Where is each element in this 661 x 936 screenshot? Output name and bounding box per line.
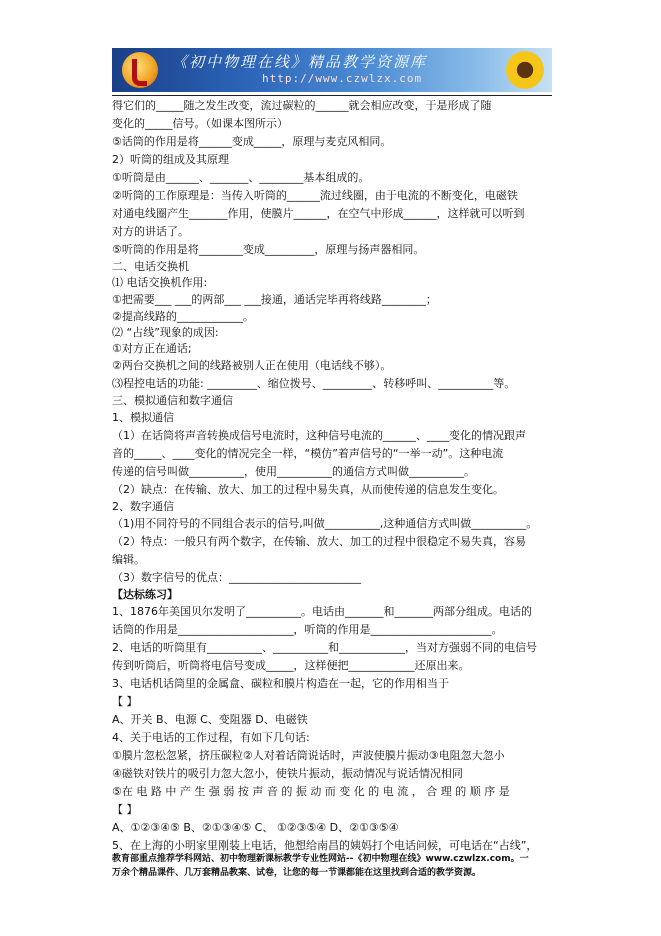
text-line: ⑤在 电 路 中 产 生 强 弱 按 声 音 的 振 动 而 变 化 的 电 流 ， 合 理 的 顺 序 是: [112, 785, 510, 798]
banner-url: http://www.czwlzx.com: [262, 72, 423, 85]
footer-line: 教育部重点推荐学科网站、初中物理新课标教学专业性网站--《初中物理在线》www.czwlzx.com。一: [112, 854, 529, 864]
answer-bracket: 【 】: [112, 695, 138, 708]
text-line: ①膜片忽松忽紧，挤压碳粒②人对着话筒说话时，声波使膜片振动③电阻忽大忽小: [112, 749, 505, 762]
text-line: ②听筒的工作原理是：当传入听筒的______流过线圈，由于电流的不断变化，电磁铁: [112, 189, 518, 202]
text-line: ⑵ “占线”现象的成因:: [112, 326, 219, 339]
text-line: 对方的讲话了。: [112, 225, 189, 238]
choice-options: A、开关 B、电源 C、变阻器 D、电磁铁: [112, 713, 308, 726]
text-line: 2）听筒的组成及其原理: [112, 153, 229, 166]
text-line: ②两台交换机之间的线路被别人正在使用（电话线不够）。: [112, 359, 392, 372]
text-line: 对通电线圈产生_______作用，使膜片______，在空气中形成______，这样就可以听到: [112, 207, 525, 220]
text-line: ②提高线路的____________。: [112, 310, 254, 323]
text-line: （2）特点：一般只有两个数字，在传输、放大、加工的过程中很稳定不易失真，容易: [112, 535, 526, 548]
text-line: 编辑。: [112, 553, 145, 566]
page-footer: [112, 852, 554, 880]
section-heading: 三、模拟通信和数字通信: [112, 394, 233, 407]
sunflower-icon: [506, 51, 544, 89]
text-line: 1、模拟通信: [112, 411, 174, 424]
text-line: 2、数字通信: [112, 500, 174, 513]
document-body: [112, 97, 554, 855]
text-line: （3）数字信号的优点：________________________: [112, 571, 361, 584]
footer-line: 万余个精品课件、几万套精品教案、试卷，让您的每一节课都能在这里找到合适的教学资源。: [112, 868, 482, 878]
header-divider: [112, 95, 552, 96]
text-line: 1、1876年美国贝尔发明了__________。电话由_______和_______两部分组成。电话的: [112, 605, 532, 618]
text-line: 4、关于电话的工作过程，有如下几句话:: [112, 731, 310, 744]
text-line: 得它们的_____随之发生改变，流过碳粒的______就会相应改变，于是形成了随: [112, 99, 492, 112]
header-banner: [112, 48, 552, 92]
text-line: ⑤听筒的作用是将________变成_________，原理与扬声器相同。: [112, 243, 425, 256]
text-line: 音的_____、____变化的情况完全一样，“模仿”着声信号的“一举一动”。这种电流: [112, 447, 504, 460]
text-line: 2、电话的听筒里有__________、__________和____________，当对方强弱不同的电信号: [112, 641, 537, 654]
text-line: ①把需要___ ___的两部___ ___接通，通话完毕再将线路________；: [112, 293, 437, 306]
text-line: （1）在话筒将声音转换成信号电流时，这种信号电流的______、____变化的情况跟声: [112, 429, 526, 442]
exercise-heading: 【达标练习】: [112, 588, 178, 601]
text-line: 5、在上海的小明家里刚装上电话，他想给南昌的姨妈打个电话问候，可电话在“占线”，: [112, 839, 538, 852]
text-line: 话筒的作用是_____________________，听筒的作用是______________________。: [112, 623, 503, 636]
site-logo-icon: [122, 52, 158, 88]
banner-title: 《初中物理在线》精品教学资源库: [172, 53, 428, 71]
text-line: ⑶程控电话的功能: _________、缩位拨号、_________、转移呼叫、__________等。: [112, 377, 516, 390]
text-line: ④磁铁对铁片的吸引力忽大忽小，使铁片振动，振动情况与说话情况相同: [112, 767, 463, 780]
text-line: （1)用不同符号的不同组合表示的信号,叫做__________,这种通信方式叫做__________。: [112, 517, 538, 530]
answer-bracket: 【 】: [112, 803, 138, 816]
text-line: 传到听筒后，听筒将电信号变成_____，这样便把____________还原出来。: [112, 659, 470, 672]
text-line: ①听筒是由______、_______、________基本组成的。: [112, 171, 370, 184]
section-heading: 二、电话交换机: [112, 260, 189, 273]
choice-options: A、①②③④⑤ B、②①③④⑤ C、 ①②③⑤④ D、②①③⑤④: [112, 821, 399, 834]
text-line: 3、电话机话筒里的金属盒、碳粒和膜片构造在一起，它的作用相当于: [112, 677, 449, 690]
text-line: （2）缺点：在传输、放大、加工的过程中易失真，从而使传递的信息发生变化。: [112, 483, 504, 496]
text-line: 变化的_____信号。（如课本图所示）: [112, 117, 288, 130]
text-line: ⑤话筒的作用是将______变成_____，原理与麦克风相同。: [112, 135, 392, 148]
text-line: ①对方正在通话;: [112, 342, 192, 355]
text-line: ⑴ 电话交换机作用:: [112, 276, 208, 289]
text-line: 传递的信号叫做__________，使用__________的通信方式叫做__________。: [112, 465, 475, 478]
